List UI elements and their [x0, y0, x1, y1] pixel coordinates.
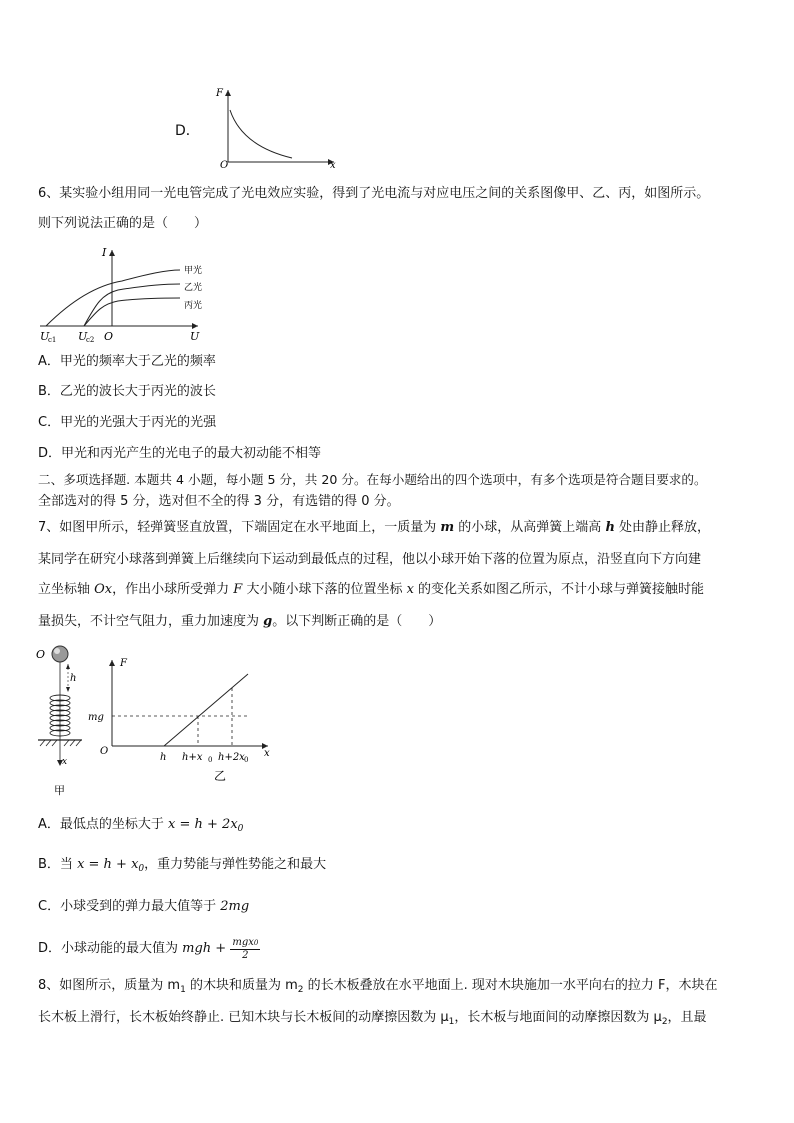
q8-sub4: 2 [661, 1017, 668, 1027]
q7-line3-b: ，作出小球所受弹力 [112, 582, 234, 597]
q7-line1-c: 处由静止释放， [614, 520, 711, 535]
section2-line1: 二、多项选择题. 本题共 4 小题，每小题 5 分，共 20 分。在每小题给出的四个选项中，有多个选项是符合题目要求的。 [38, 472, 707, 487]
q7-line3-a: 立坐标轴 [38, 582, 95, 597]
q8-line1-c: 的长木板叠放在水平地面上. 现对木块施加一水平向右的拉力 F，木块在 [303, 978, 718, 993]
yi-tick-h-x0: h+x [182, 752, 203, 763]
q8-line2-a: 长木板上滑行，长木板始终静止. 已知木块与长木板间的动摩擦因数为 μ [38, 1010, 449, 1025]
yi-mg: mg [88, 712, 104, 723]
q8-sub1: 1 [180, 985, 186, 995]
q6-option-d[interactable]: D．甲光和丙光产生的光电子的最大初动能不相等 [38, 446, 322, 461]
q7-line4-a: 量损失，不计空气阻力，重力加速度为 [38, 614, 264, 629]
yi-label: 乙 [214, 769, 227, 783]
q6-option-a[interactable]: A．甲光的频率大于乙光的频率 [38, 354, 216, 369]
q8-line1-b: 的木块和质量为 m [185, 978, 298, 993]
q6-graph-y-label: I [102, 246, 107, 259]
jia-h: h [70, 673, 77, 684]
yi-tick-h: h [160, 752, 167, 763]
q6-graph [38, 244, 210, 344]
q7-line1-a: 7、如图甲所示，轻弹簧竖直放置，下端固定在水平地面上，一质量为 [38, 520, 441, 535]
q8-sub3: 1 [448, 1017, 455, 1027]
q7-figure-jia [36, 644, 86, 800]
jia-origin: O [36, 648, 46, 661]
q7-option-d-den: 2 [242, 949, 249, 961]
q5-graph-y-label: F [216, 88, 223, 99]
yi-origin: O [100, 746, 109, 757]
q7-ox: Ox [94, 582, 113, 597]
q7-x: x [406, 582, 414, 597]
q7-g: g [263, 614, 273, 629]
q7-option-d-fraction [230, 937, 260, 961]
q6-line1: 6、某实验小组用同一光电管完成了光电效应实验，得到了光电流与对应电压之间的关系图像甲、乙、丙，如图所示。 [38, 186, 710, 201]
q6-line2: 则下列说法正确的是（ ） [38, 216, 208, 231]
q7-line2: 某同学在研究小球落到弹簧上后继续向下运动到最低点的过程，他以小球开始下落的位置为原点，沿竖直向下方向建 [38, 552, 702, 567]
q7-h: h [605, 520, 615, 535]
q7-option-a-sub: 0 [237, 824, 244, 834]
q7-option-a-math: x = h + 2x [168, 817, 238, 832]
q7-line3-d: 的变化关系如图乙所示，不计小球与弹簧接触时能 [413, 582, 705, 597]
q7-option-a[interactable] [38, 815, 243, 839]
section2-line2: 全部选对的得 5 分，选对但不全的得 3 分，有选错的得 0 分。 [38, 494, 400, 509]
q7-line4 [38, 612, 441, 632]
q8-sub2: 2 [297, 985, 304, 995]
q7-F: F [233, 582, 243, 597]
q7-figure-yi [86, 652, 282, 786]
q8-line2-b: ，长木板与地面间的动摩擦因数为 μ [454, 1010, 662, 1025]
q7-option-c-text: C．小球受到的弹力最大值等于 [38, 899, 221, 914]
q7-option-d-num: mgx [232, 936, 254, 948]
q8-line1-a: 8、如图所示，质量为 m [38, 978, 181, 993]
q7-option-c[interactable] [38, 897, 249, 917]
jia-label: 甲 [54, 784, 65, 797]
q7-option-d-num-sub: 0 [253, 938, 259, 947]
q5-graph-d [212, 86, 342, 168]
q8-line2 [38, 1008, 707, 1032]
q7-line1-b: 的小球，从高弹簧上端高 [454, 520, 606, 535]
q6-graph-uc1-sub: c1 [48, 336, 57, 344]
q6-graph-uc2-sub: c2 [86, 336, 95, 344]
q6-graph-x-label: U [190, 330, 200, 343]
yi-tick-h-2x0: h+2x [218, 752, 245, 763]
yi-tick-h-x0-sub: 0 [208, 756, 213, 764]
q6-graph-uc1: U [40, 330, 50, 343]
q7-option-a-text: A．最低点的坐标大于 [38, 817, 169, 832]
yi-y-label: F [120, 658, 127, 669]
q6-legend-bing: 丙光 [184, 301, 203, 311]
q7-option-b-math: x = h + x [77, 857, 139, 872]
q7-line3 [38, 580, 704, 600]
jia-x: x [62, 757, 68, 767]
q7-line3-c: 大小随小球下落的位置坐标 [242, 582, 407, 597]
yi-tick-h-2x0-sub: 0 [244, 756, 249, 764]
q7-option-d[interactable] [38, 934, 260, 964]
q7-option-c-math: 2mg [220, 899, 250, 914]
q6-option-b[interactable]: B．乙光的波长大于丙光的波长 [38, 384, 216, 399]
q7-option-d-math: mgh + [182, 941, 227, 956]
q7-option-b-text2: ，重力势能与弹性势能之和最大 [144, 857, 327, 872]
q7-m: m [440, 520, 455, 535]
q5-graph-x-label: x [330, 160, 336, 168]
q6-option-c[interactable]: C．甲光的光强大于丙光的光强 [38, 415, 217, 430]
q7-line1 [38, 518, 710, 538]
yi-x-label: x [264, 748, 270, 759]
q7-option-b-text1: B．当 [38, 857, 78, 872]
ball-icon [52, 646, 68, 662]
q6-graph-origin: O [104, 330, 114, 343]
q7-option-b[interactable] [38, 855, 326, 879]
q6-legend-jia: 甲光 [184, 266, 203, 276]
q5-option-d-label: D． [175, 123, 200, 139]
q6-legend-yi: 乙光 [184, 283, 203, 293]
q8-line2-c: ，且最 [667, 1010, 707, 1025]
q7-option-d-text: D．小球动能的最大值为 [38, 941, 183, 956]
q5-graph-origin: O [220, 160, 229, 168]
q7-line4-b: 。以下判断正确的是（ ） [272, 614, 442, 629]
q8-line1 [38, 976, 718, 1000]
q7-option-b-sub: 0 [138, 864, 145, 874]
q6-graph-uc2: U [78, 330, 88, 343]
